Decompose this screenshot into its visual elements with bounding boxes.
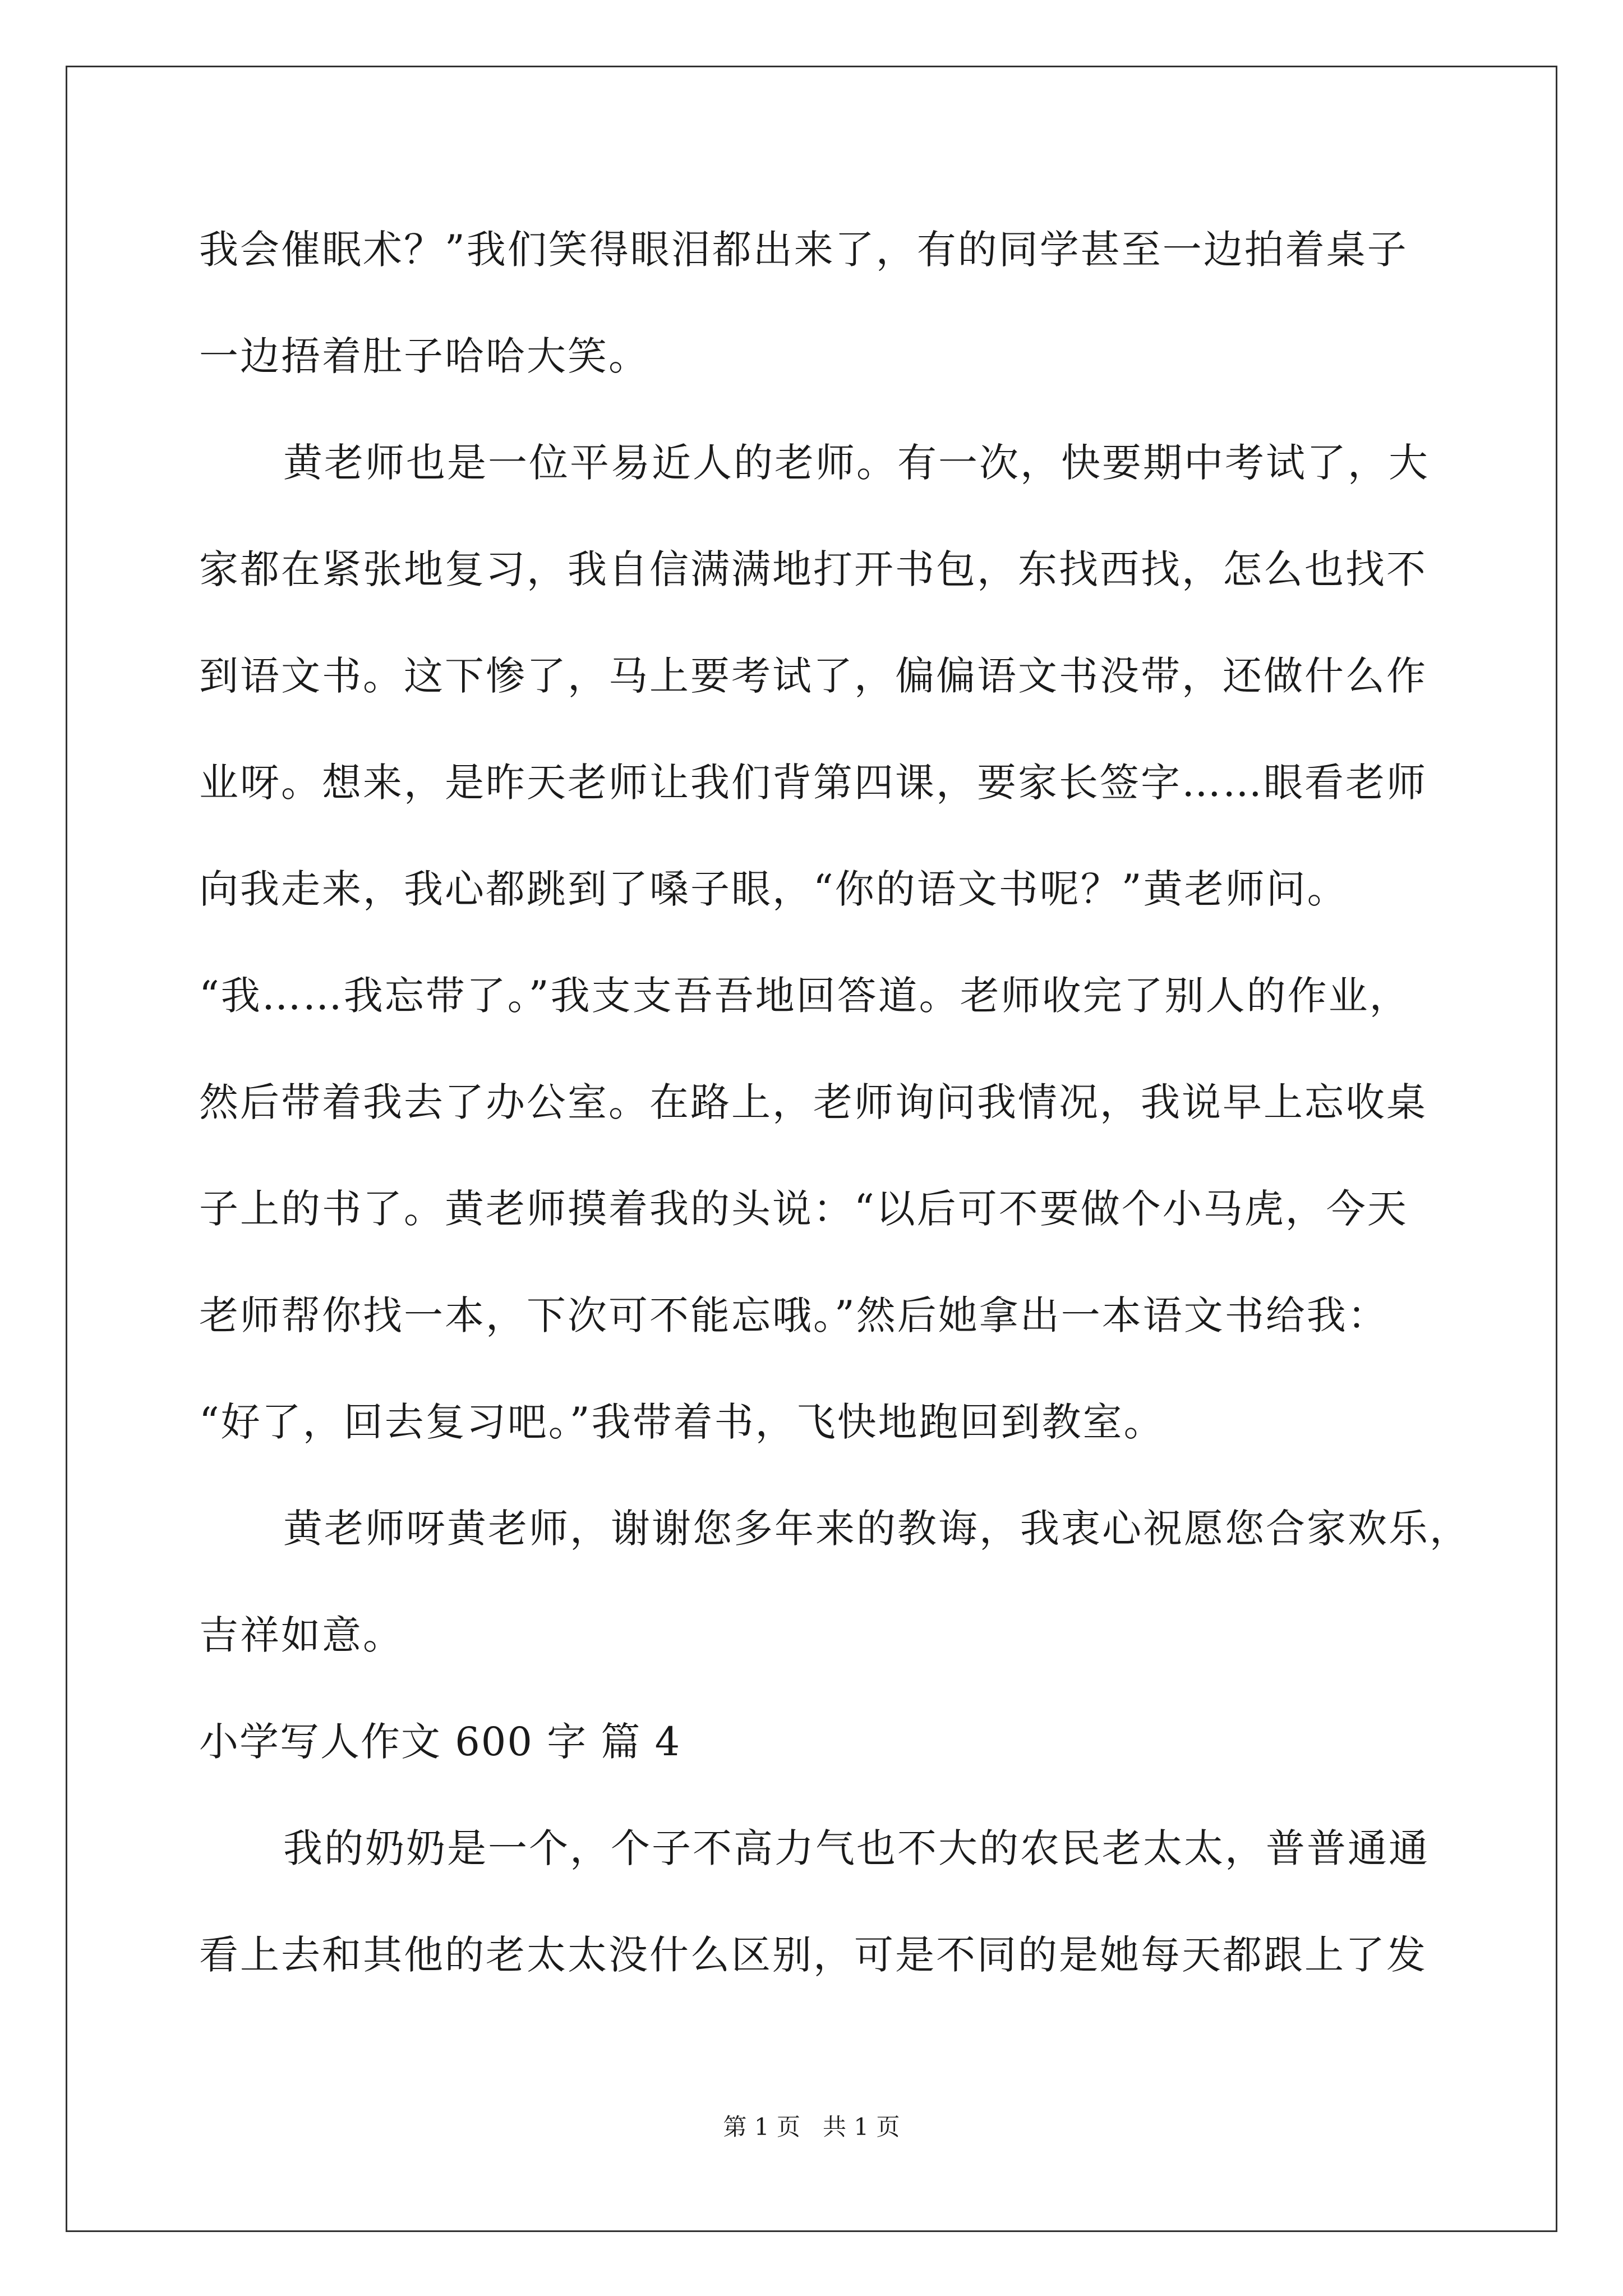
- text-line: 向我走来，我心都跳到了嗓子眼，“你的语文书呢？”黄老师问。: [199, 866, 1348, 912]
- text-line: 我会催眠术？”我们笑得眼泪都出来了，有的同学甚至一边拍着桌子: [199, 227, 1408, 273]
- text-line: 吉祥如意。: [199, 1612, 404, 1658]
- paragraph-first-line: 黄老师呀黄老师，谢谢您多年来的教诲，我衷心祝愿您合家欢乐，: [283, 1506, 1470, 1552]
- text-line: 然后带着我去了办公室。在路上，老师询问我情况，我说早上忘收桌: [199, 1079, 1427, 1125]
- document-body: [199, 213, 1470, 2025]
- text-line: “我……我忘带了。”我支支吾吾地回答道。老师收完了别人的作业，: [199, 973, 1410, 1019]
- text-line: 看上去和其他的老太太没什么区别，可是不同的是她每天都跟上了发: [199, 1932, 1427, 1978]
- text-line: 一边捂着肚子哈哈大笑。: [199, 333, 649, 379]
- text-line: 老师帮你找一本，下次可不能忘哦。”然后她拿出一本语文书给我：: [199, 1292, 1389, 1338]
- paragraph-first-line: 黄老师也是一位平易近人的老师。有一次，快要期中考试了，大: [283, 440, 1430, 486]
- text-line: 到语文书。这下惨了，马上要考试了，偏偏语文书没带，还做什么作: [199, 653, 1427, 699]
- text-line: 家都在紧张地复习，我自信满满地打开书包，东找西找，怎么也找不: [199, 546, 1427, 592]
- text-line: 业呀。想来，是昨天老师让我们背第四课，要家长签字……眼看老师: [199, 760, 1427, 806]
- text-line: 子上的书了。黄老师摸着我的头说：“以后可不要做个小马虎，今天: [199, 1186, 1408, 1232]
- section-heading: 小学写人作文 600 字 篇 4: [199, 1719, 681, 1765]
- page-footer: 第 1 页 共 1 页: [723, 2113, 900, 2141]
- paragraph-first-line: 我的奶奶是一个，个子不高力气也不大的农民老太太，普普通通: [283, 1825, 1430, 1871]
- text-line: “好了，回去复习吧。”我带着书，飞快地跑回到教室。: [199, 1399, 1165, 1445]
